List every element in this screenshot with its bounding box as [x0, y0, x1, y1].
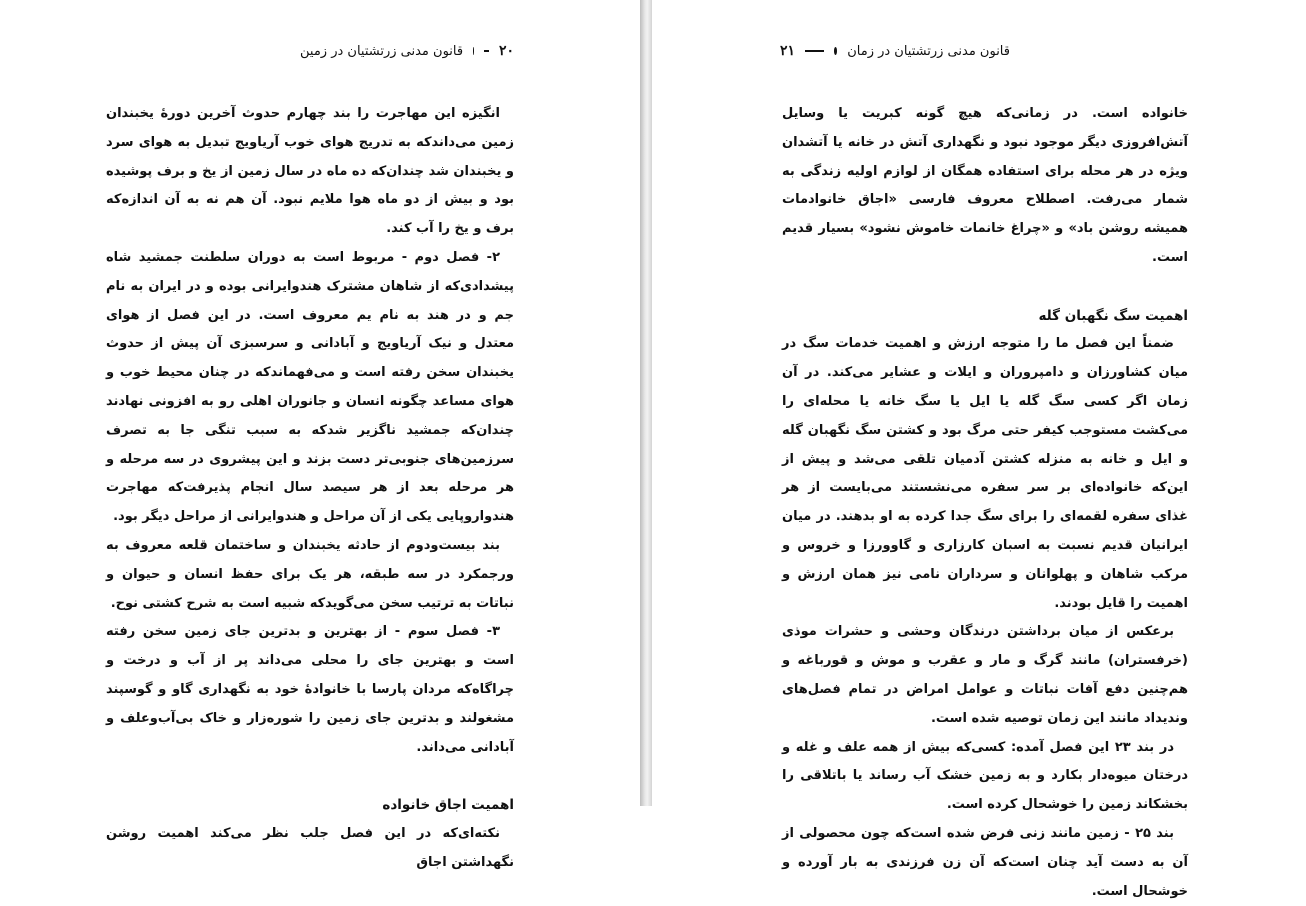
right-paragraph-4: بند ۲۵ - زمین مانند زنی فرض شده است‌که چون محصولی از آن به دست آید چنان است‌که آن زن فرزندی به بار آورده و خوشحال است.: [782, 825, 1188, 899]
right-intro-paragraph: خانواده است. در زمانی‌که هیچ گونه کبریت یا وسایل آتش‌افروزی دیگر موجود نبود و نگهداری آتش در خانه یا آتشدان ویژه در هر محله برای استفاده همگان از لوازم اولیه زندگی به شمار می‌رفت. اصطلاح معروف فارسی «اجاق خانوادمات همیشه روشن باد» و «چراغ خانمات خاموش نشود» بسیار قدیم است.: [782, 106, 1188, 265]
left-page-body: [106, 100, 514, 878]
left-page: [0, 0, 640, 870]
section-gap: [782, 273, 1188, 302]
right-page-body: [782, 100, 1188, 906]
left-paragraph-2: ۲- فصل دوم - مربوط است به دوران سلطنت جمشید شاه پیشدادی‌که از شاهان مشترک هندوایرانی بوده و در ایران به نام جم و در هند به نام یم معروف است. در این فصل از هوای معتدل و نیک آریاویج و آبادانی و سرسبزی آن پیش از حدوث یخبندان سخن رفته است و می‌فهماندکه در چنان محیط خوب و هوای مساعد چگونه انسان و جانوران اهلی رو به افزونی نهادند چندان‌که جمشید ناگزیر شدکه به سبب تنگی جا به تصرف سرزمین‌های جنوبی‌تر دست بزند و این پیشروی در سه مرحله و هر مرحله بعد از هر سیصد سال انجام پذیرفت‌که مهاجرت هندواروپایی یکی از آن مراحل و هندوایرانی از مراحل دیگر بود.: [106, 249, 514, 525]
header-bullet: [473, 47, 474, 55]
left-running-title: قانون مدنی زرتشتیان در زمین: [300, 43, 464, 59]
left-section-heading: اهمیت اجاق خانواده: [382, 797, 514, 814]
left-paragraph-1: انگیزه این مهاجرت را بند چهارم حدوث آخرین دورهٔ یخبندان زمین می‌داندکه به تدریج هوای خوب آریاویج تبدیل به هوای سرد و یخبندان شد چندان‌که ده ماه در سال زمین از یخ و برف پوشیده بود و بیش از دو ماه هوا ملایم نبود. آن هم نه به آن اندازه‌که برف و یخ را آب کند.: [106, 106, 514, 237]
right-paragraph-2: برعکس از میان برداشتن درندگان وحشی و حشرات موذی (خرفستران) مانند گرگ و مار و عقرب و موش و قورباغه و هم‌چنین دفع آفات نباتات و عوامل امراض در تمام فصل‌های وندیداد مانند این زمان توصیه شده است.: [782, 624, 1188, 726]
left-page-header: [300, 38, 514, 64]
book-gutter: [640, 0, 652, 806]
left-paragraph-4: ۳- فصل سوم - از بهترین و بدترین جای زمین سخن رفته است و بهترین جای را محلی می‌داند پر از آب و درخت و چراگاه‌که مردان پارسا با خانوادهٔ خود به نگهداری گاو و گوسپند مشغولند و بدترین جای زمین را شوره‌زار و خاک بی‌آب‌وعلف و آبادانی می‌داند.: [106, 624, 514, 755]
right-section-heading: اهمیت سگ نگهبان گله: [1038, 307, 1188, 324]
left-last-paragraph: نکته‌ای‌که در این فصل جلب نظر می‌کند اهمیت روشن نگهداشتن اجاق: [106, 825, 514, 870]
right-page-header: [780, 38, 1010, 64]
header-bullet: [834, 47, 837, 55]
right-page-number: ۲۱: [780, 43, 796, 59]
right-running-title: قانون مدنی زرتشتیان در زمان: [847, 43, 1010, 59]
left-paragraph-3: بند بیست‌ودوم از حادثه یخبندان و ساختمان قلعه معروف به ورجمکرد در سه طبقه، هر یک برای حفظ انسان و حیوان و نباتات به ترتیب سخن می‌گویدکه شبیه است به شرح کشتی نوح.: [106, 537, 514, 611]
right-paragraph-3: در بند ۲۳ این فصل آمده: کسی‌که بیش از همه علف و غله و درختان میوه‌دار بکارد و به زمین خشک آب رساند یا باتلاقی را بخشکاند زمین را خوشحال کرده است.: [782, 739, 1188, 813]
header-rule: [484, 50, 489, 52]
section-gap: [106, 762, 514, 791]
left-page-number: ۲۰: [498, 43, 514, 59]
right-page: [652, 0, 1306, 899]
header-rule: [805, 50, 824, 52]
right-paragraph-1: ضمناً این فصل ما را متوجه ارزش و اهمیت خدمات سگ در میان کشاورزان و دامپروران و ایلات و عشایر می‌کند. در آن زمان اگر کسی سگ گله یا ایل یا سگ خانه یا محله‌ای را می‌کشت مستوجب کیفر حتی مرگ بود و کشتن سگ نگهبان گله و ایل و خانه به منزله کشتن آدمیان تلقی می‌شد و پیش از این‌که خانواده‌ای بر سر سفره می‌نشستند می‌بایست از هر غذای سفره لقمه‌ای را برای سگ جدا کرده به او بدهند. در میان ایرانیان قدیم نسبت به اسبان کارزاری و گاوورزا و خروس و مرکب شاهان و پهلوانان و سرداران نامی نیز همان ارزش و اهمیت را قایل بودند.: [782, 336, 1188, 611]
